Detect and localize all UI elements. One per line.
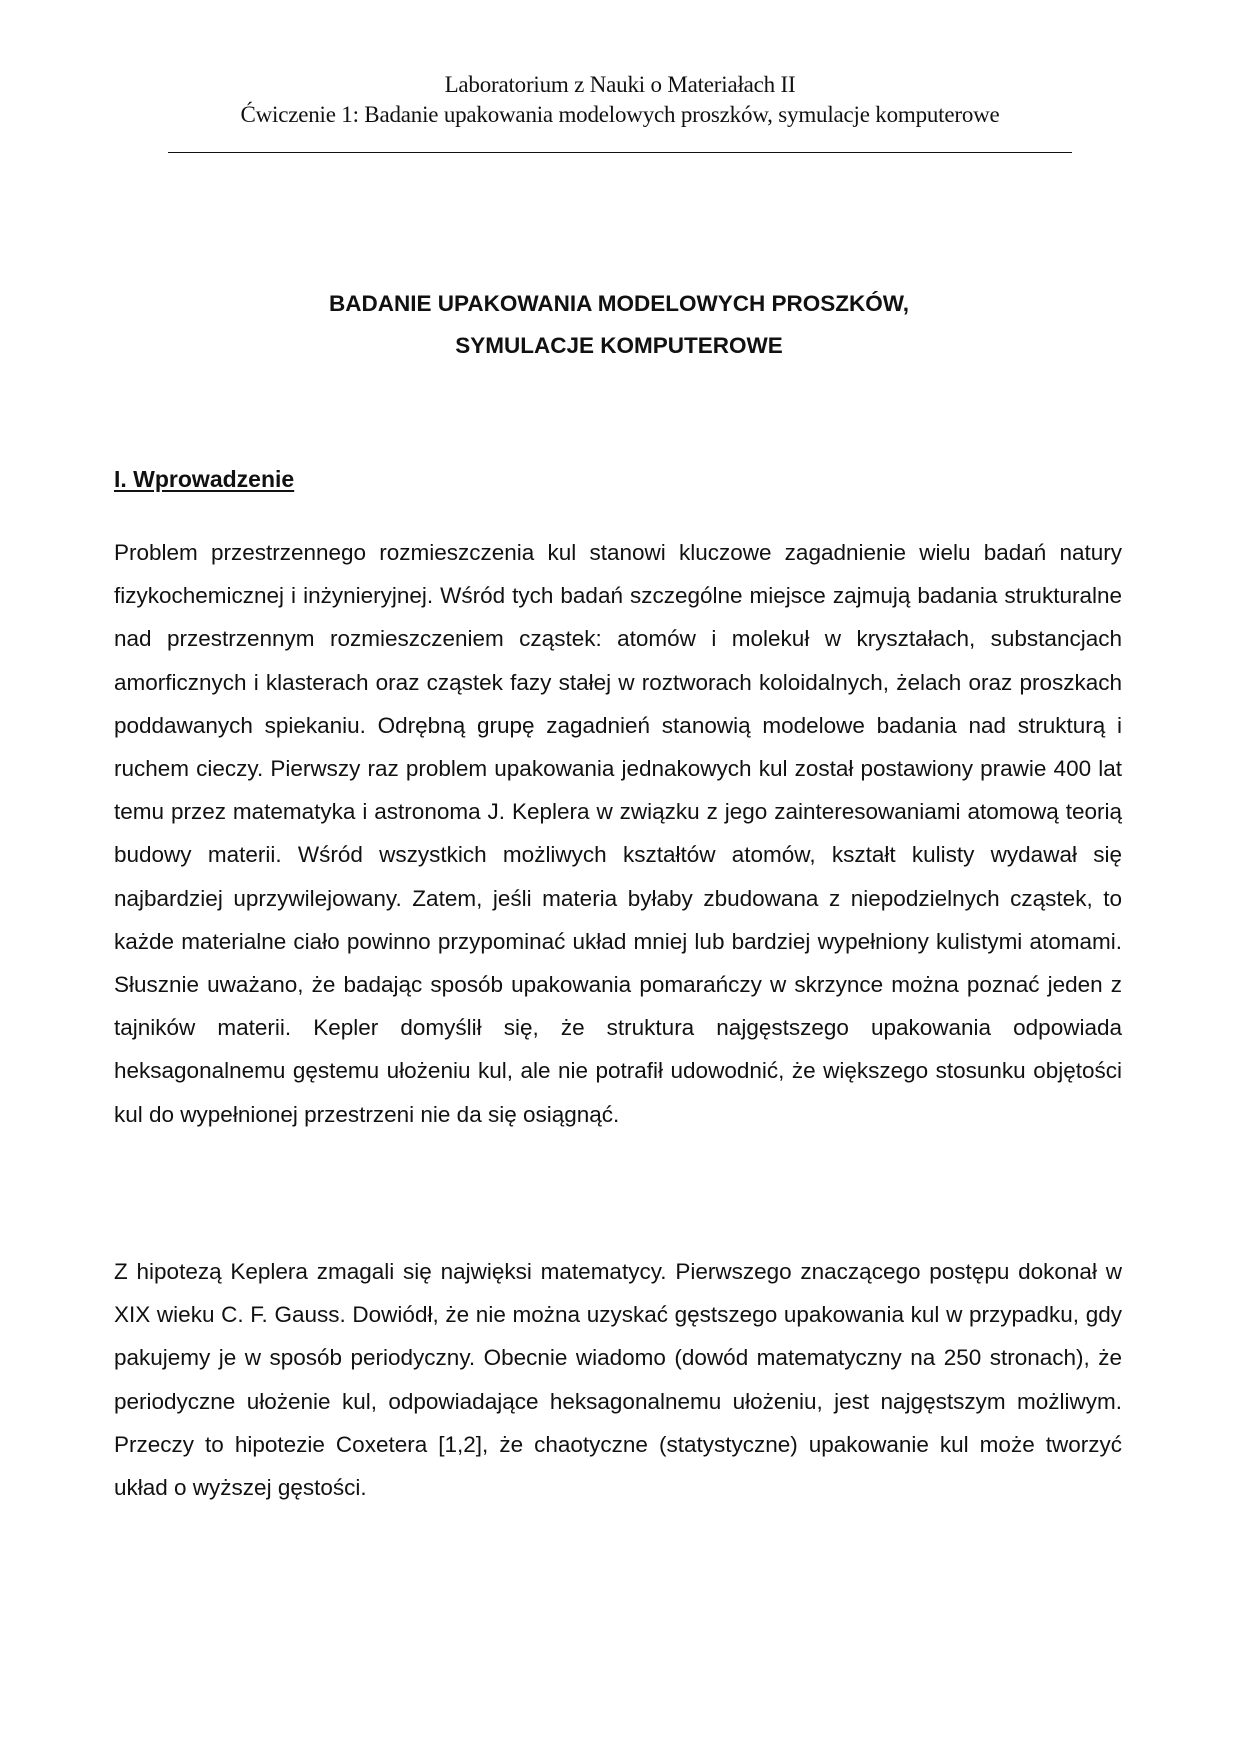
header-divider [168, 152, 1072, 153]
running-header-line-2: Ćwiczenie 1: Badanie upakowania modelowych proszków, symulacje komputerowe [240, 102, 1000, 127]
document-title-line-1: BADANIE UPAKOWANIA MODELOWYCH PROSZKÓW, [329, 291, 909, 316]
paragraph-1: Problem przestrzennego rozmieszczenia kul stanowi kluczowe zagadnienie wielu badań natury fizykochemicznej i inżynieryjnej. Wśród tych badań szczególne miejsce zajmują badania strukturalne nad przestrzennym rozmieszczeniem cząstek: atomów i molekuł w kryształach, substancjach amorficznych i klasterach oraz cząstek fazy stałej w roztworach koloidalnych, żelach oraz proszkach poddawanych spiekaniu. Odrębną grupę zagadnień stanowią modelowe badania nad strukturą i ruchem cieczy. Pierwszy raz problem upakowania jednakowych kul został postawiony prawie 400 lat temu przez matematyka i astronoma J. Keplera w związku z jego zainteresowaniami atomową teorią budowy materii. Wśród wszystkich możliwych kształtów atomów, kształt kulisty wydawał się najbardziej uprzywilejowany. Zatem, jeśli materia byłaby zbudowana z niepodzielnych cząstek, to każde materialne ciało powinno przypominać układ mniej lub bardziej wypełniony kulistymi atomami. Słusznie uważano, że badając sposób upakowania pomarańczy w skrzynce można poznać jeden z tajników materii. Kepler domyślił się, że struktura najgęstszego upakowania odpowiada heksagonalnemu gęstemu ułożeniu kul, ale nie potrafił udowodnić, że większego stosunku objętości kul do wypełnionej przestrzeni nie da się osiągnąć. [114, 540, 1122, 1127]
running-header-line-1: Laboratorium z Nauki o Materiałach II [444, 72, 796, 97]
paragraph-2: Z hipotezą Keplera zmagali się najwięksi matematycy. Pierwszego znaczącego postępu dokonał w XIX wieku C. F. Gauss. Dowiódł, że nie można uzyskać gęstszego upakowania kul w przypadku, gdy pakujemy je w sposób periodyczny. Obecnie wiadomo (dowód matematyczny na 250 stronach), że periodyczne ułożenie kul, odpowiadające heksagonalnemu ułożeniu, jest najgęstszym możliwym. Przeczy to hipotezie Coxetera [1,2], że chaotyczne (statystyczne) upakowanie kul może tworzyć układ o wyższej gęstości. [114, 1259, 1122, 1501]
section-heading: I. Wprowadzenie [114, 466, 295, 492]
document-title [115, 283, 1123, 367]
running-header [168, 70, 1072, 130]
document-title-line-2: SYMULACJE KOMPUTEROWE [455, 333, 783, 358]
